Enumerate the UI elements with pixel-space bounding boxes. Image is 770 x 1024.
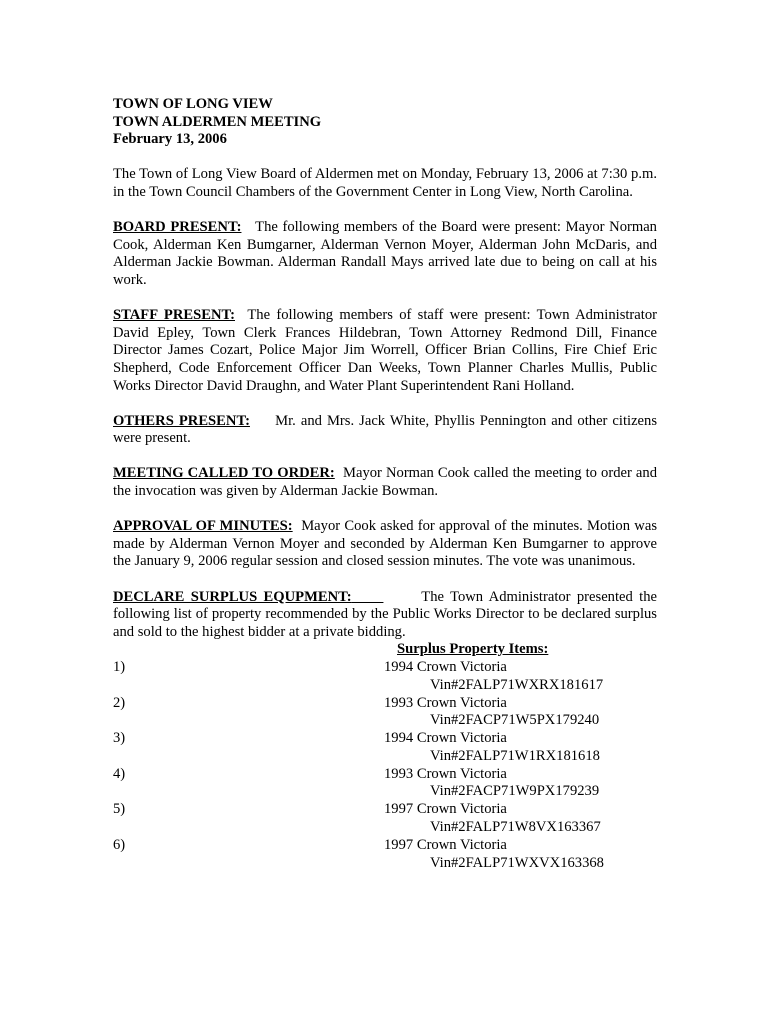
surplus-item-model: 1993 Crown Victoria [384, 765, 507, 782]
surplus-item [113, 837, 657, 873]
surplus-item [113, 801, 657, 837]
meeting-called-paragraph [113, 465, 657, 500]
surplus-items-title: Surplus Property Items: [397, 641, 549, 658]
spacer [113, 571, 657, 589]
staff-present-paragraph [113, 307, 657, 395]
others-present-paragraph [113, 413, 657, 448]
board-present-label: BOARD PRESENT: [113, 219, 242, 236]
meeting-called-text: Mayor Norman Cook called the meeting to order and the invocation was given by Alderman Jackie Bowman. [113, 465, 658, 500]
board-present-text: The following members of the Board were present: Mayor Norman Cook, Alderman Ken Bumgarner, Alderman Vernon Moyer, Alderman John McDaris, and Alderman Jackie Bowman. Alderman Randall Mays arrived late due to being on call at his work. [113, 219, 657, 288]
spacer [113, 448, 657, 466]
surplus-item [113, 659, 657, 695]
staff-present-label: STAFF PRESENT: [113, 307, 235, 324]
spacer [113, 395, 657, 413]
surplus-item-number: 5) [113, 801, 126, 818]
surplus-item-model: 1994 Crown Victoria [384, 730, 507, 747]
surplus-item [113, 695, 657, 731]
declare-surplus-label [113, 589, 383, 605]
surplus-item-number: 3) [113, 730, 126, 747]
surplus-item-number: 2) [113, 694, 126, 711]
spacer [113, 501, 657, 519]
approval-minutes-label: APPROVAL OF MINUTES: [113, 518, 293, 535]
staff-present-text: The following members of staff were present: Town Administrator David Epley, Town Clerk Frances Hildebran, Town Attorney Redmond Dill, Finance Director James Cozart, Police Major Jim Worrell, Officer Brian Collins, Fire Chief Eric Shepherd, Code Enforcement Officer Dan Weeks, Town Planner Charles Mullis, Public Works Director David Draughn, and Water Plant Superintendent Rani Holland. [113, 307, 657, 394]
others-present-text: Mr. and Mrs. Jack White, Phyllis Pennington and other citizens were present. [113, 412, 658, 447]
surplus-item-model: 1994 Crown Victoria [384, 659, 507, 675]
surplus-item-vin: Vin#2FACP71W5PX179240 [430, 712, 600, 729]
surplus-item-vin: Vin#2FALP71WXVX163368 [430, 854, 604, 871]
others-present-label: OTHERS PRESENT: [113, 412, 250, 429]
surplus-item-number: 1) [113, 659, 126, 675]
surplus-item-number: 4) [113, 765, 126, 782]
meeting-date-heading: February 13, 2006 [113, 131, 227, 148]
board-present-paragraph [113, 219, 657, 289]
spacer [113, 290, 657, 308]
surplus-items-list [113, 659, 657, 873]
surplus-item-vin: Vin#2FALP71WXRX181617 [430, 676, 604, 693]
surplus-item-model: 1997 Crown Victoria [384, 801, 507, 818]
meeting-called-label: MEETING CALLED TO ORDER: [113, 465, 335, 482]
town-name-heading: TOWN OF LONG VIEW [113, 96, 273, 112]
surplus-item-number: 6) [113, 836, 126, 853]
surplus-item-model: 1993 Crown Victoria [384, 694, 507, 711]
approval-minutes-paragraph [113, 518, 657, 571]
spacer [113, 202, 657, 220]
declare-surplus-label-text: DECLARE SURPLUS EQUPMENT: [113, 588, 352, 605]
surplus-item-vin: Vin#2FACP71W9PX179239 [430, 783, 600, 800]
surplus-item [113, 766, 657, 802]
document-page [113, 96, 657, 873]
approval-minutes-text: Mayor Cook asked for approval of the minutes. Motion was made by Alderman Vernon Moyer and seconded by Alderman Ken Bumgarner to approve the January 9, 2006 regular session and closed session minutes. The vote was unanimous. [113, 518, 657, 570]
intro-paragraph: The Town of Long View Board of Aldermen met on Monday, February 13, 2006 at 7:30 p.m. in the Town Council Chambers of the Government Center in Long View, North Carolina. [113, 166, 657, 200]
declare-surplus-paragraph [113, 589, 657, 642]
surplus-item [113, 730, 657, 766]
meeting-title-heading: TOWN ALDERMEN MEETING [113, 113, 322, 130]
surplus-item-vin: Vin#2FALP71W8VX163367 [430, 818, 601, 835]
declare-surplus-text: The Town Administrator presented the following list of property recommended by the Public Works Director to be declared surplus and sold to the highest bidder at a private bidding. [113, 588, 657, 640]
surplus-item-model: 1997 Crown Victoria [384, 836, 507, 853]
spacer [113, 149, 657, 167]
surplus-item-vin: Vin#2FALP71W1RX181618 [430, 747, 600, 764]
